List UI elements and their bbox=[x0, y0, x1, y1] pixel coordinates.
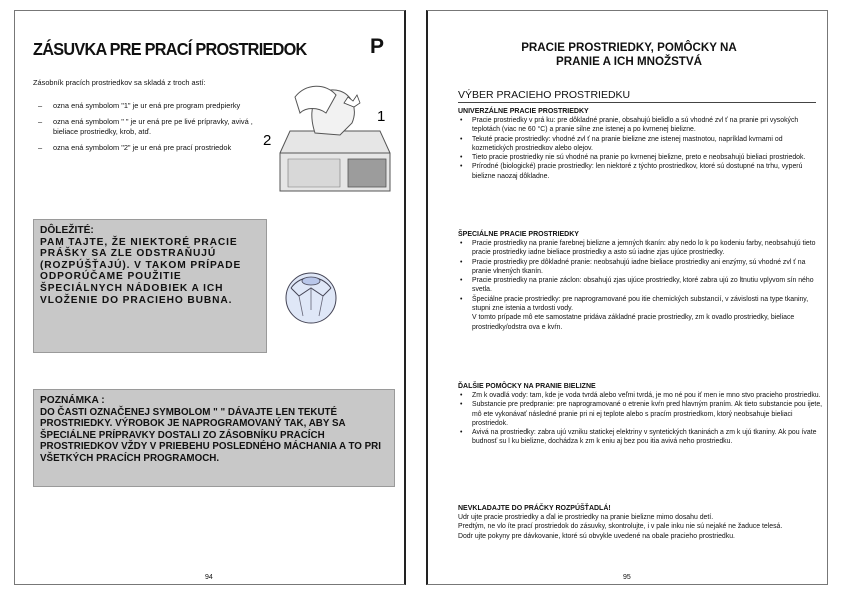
section-subtitle: VÝBER PRACIEHO PROSTRIEDKU bbox=[458, 89, 631, 101]
list-item: • Tieto pracie prostriedky nie sú vhodné na pranie po kvrnenej bielizne, preto e neobsahujú bieliaci prostriedok. bbox=[458, 153, 824, 162]
notice-line: Predtým, ne vlo íte prací prostriedok do zásuvky, skontrolujte, i v pale inku nie sú nejaké ne žaduce telesá. bbox=[458, 523, 783, 531]
list-item: – ozna ená symbolom " " je ur ená pre pe livé prípravky, avivá , bieliace prostriedky, krob, atď. bbox=[33, 117, 263, 138]
compartment-list bbox=[33, 101, 263, 158]
section-heading: UNIVERZÁLNE PRACIE PROSTRIEDKY bbox=[458, 108, 589, 115]
notice-line: Udr ujte pracie prostriedky a ďal ie prostriedky na pranie bielizne mimo dosahu detí. bbox=[458, 514, 714, 521]
page-number: 94 bbox=[205, 574, 213, 581]
list-item: • Prírodné (biologické) pracie prostriedky: len niektoré z týchto prostriedkov, ktoré sú dostupné na trhu, vyperú bielizne naozaj dôkladne. bbox=[458, 162, 824, 181]
list-item: • Pracie prostriedky v prá ku: pre dôkladné pranie, obsahujú bielidlo a sú vhodné zvl ť na pranie pri vysokých teplotách (viac ne 60 °C) a pranie silne zne istenej a po kvrnenej bielizne. bbox=[458, 116, 824, 135]
special-paragraph: V tomto prípade mô ete samostatne pridáva základné pracie prostriedky, zm k ovadlo prostriedky, bieliace prostriedky/odstra ova e kvŕn. bbox=[472, 314, 795, 331]
notice-line: Dodr ujte pokyny pre dávkovanie, ktoré sú obvykle uvedené na obale pracieho prostriedku. bbox=[458, 532, 735, 540]
list-item: • Špeciálne pracie prostriedky: pre naprogramované pou itie chemických substancií, v závislosti na type tkaniny, stupni zne istenia a tvrdosti vody. bbox=[458, 295, 824, 314]
list-item: • Pracie prostriedky na pranie farebnej bielizne a jemných tkanín: aby nedo lo k po kodeniu farby, neobsahujú tieto pracie prostriedky iadne bieliace prostriedky a asto sú iadne zjas ujúce prostriedky. bbox=[458, 239, 824, 258]
important-text: PAM TAJTE, ŽE NIEKTORÉ PRACIE PRÁŠKY SA ZLE ODSTRAŇUJÚ (ROZPÚŠŤAJÚ). V TAKOM PRÍPADE ODPORÚČAME POUŽITIE ŠPECIÁLNYCH NÁDOBIEK A ICH VLOŽENIE DO PRACIEHO BUBNA. bbox=[40, 236, 242, 306]
list-item: • Avivá na prostriedky: zabra ujú vzniku statickej elektriny v syntetických tkaninách a zm k ujú tkaniny. Ak pou ívate budnosť su l ku bielizne, dochádza k zm k eniu aj bez pou itia avivá neho prostriedku. bbox=[458, 428, 824, 447]
left-page bbox=[14, 10, 406, 585]
other-section bbox=[458, 383, 824, 447]
list-item: – ozna ená symbolom "1" je ur ená pre program predpierky bbox=[33, 101, 263, 112]
label-two: 2 bbox=[263, 132, 272, 149]
label-one: 1 bbox=[377, 108, 386, 125]
note-heading: POZNÁMKA : bbox=[40, 395, 105, 406]
list-item: • Substancie pre predpranie: pre naprogramované o etrenie kvŕn pred hlavným praním. Ak tieto substancie pou ijete, mô ete vykonávať následné pranie pri ni ej teplote alebo s pracím prostriedkom, ktorý neobsahuje bieliaci prostriedok. bbox=[458, 400, 824, 428]
page-title bbox=[464, 41, 794, 68]
important-heading: DÔLEŽITÉ: bbox=[40, 225, 94, 236]
intro-text: Zásobník pracích prostriedkov sa skladá z troch astí: bbox=[33, 78, 206, 87]
list-item: • Pracie prostriedky pre dôkladné pranie: neobsahujú iadne bieliace prostriedky ani enzýmy, sú vhodné zvl ť na pranie vlnených tkanín. bbox=[458, 258, 824, 277]
universal-section bbox=[458, 108, 824, 181]
section-letter: P bbox=[370, 35, 385, 58]
section-heading: ŠPECIÁLNE PRACIE PROSTRIEDKY bbox=[458, 231, 579, 238]
title-line-1: PRACIE PROSTRIEDKY, POMÔCKY NA bbox=[521, 41, 737, 54]
list-item: – ozna ená symbolom "2" je ur ená pre prací prostriedok bbox=[33, 143, 263, 154]
page-number: 95 bbox=[623, 574, 631, 581]
notice-section bbox=[458, 505, 824, 541]
title-line-2: PRANIE A ICH MNOŽSTVÁ bbox=[556, 54, 702, 68]
list-item: • Pracie prostriedky na pranie záclon: obsahujú zjas ujúce prostriedky, ktoré zabra ujú zo ltnutiu vplyvom sín ného svetla. bbox=[458, 276, 824, 295]
detergent-ball-illustration bbox=[277, 266, 345, 326]
right-page bbox=[426, 10, 828, 585]
section-heading: ĎALŠIE POMÔCKY NA PRANIE BIELIZNE bbox=[458, 383, 596, 390]
section-heading: NEVKLADAJTE DO PRÁČKY ROZPÚŠŤADLÁ! bbox=[458, 505, 611, 512]
note-box bbox=[33, 389, 395, 487]
divider bbox=[458, 102, 816, 103]
detergent-drawer-illustration bbox=[260, 73, 395, 198]
note-text: DO ČASTI OZNAČENEJ SYMBOLOM " " DÁVAJTE LEN TEKUTÉ PROSTRIEDKY. VÝROBOK JE NAPROGRAMOVANÝ TAK, ABY SA ŠPECIÁLNE PRÍPRAVKY DOSTALI ZO ZÁSOBNÍKU PRACÍCH PROSTRIEDKOV VŽDY V PRIEBEHU POSLEDNÉHO MÁCHANIA A TO PRI VŠETKÝCH PRACÍCH PROGRAMOCH. bbox=[40, 406, 381, 464]
list-item: • Zm k ovadlá vody: tam, kde je voda tvrdá alebo veľmi tvrdá, je mo né pou iť men ie mno stvo pracieho prostriedku. bbox=[458, 391, 824, 400]
list-item: • Tekuté pracie prostriedky: vhodné zvl ť na pranie bielizne zne istenej mastnotou, napríklad kvrnami od kozmetických prostriedkov alebo olejov. bbox=[458, 135, 824, 154]
special-section bbox=[458, 231, 824, 332]
page-title: ZÁSUVKA PRE PRACÍ PROSTRIEDOK bbox=[33, 39, 307, 59]
important-box bbox=[33, 219, 267, 353]
